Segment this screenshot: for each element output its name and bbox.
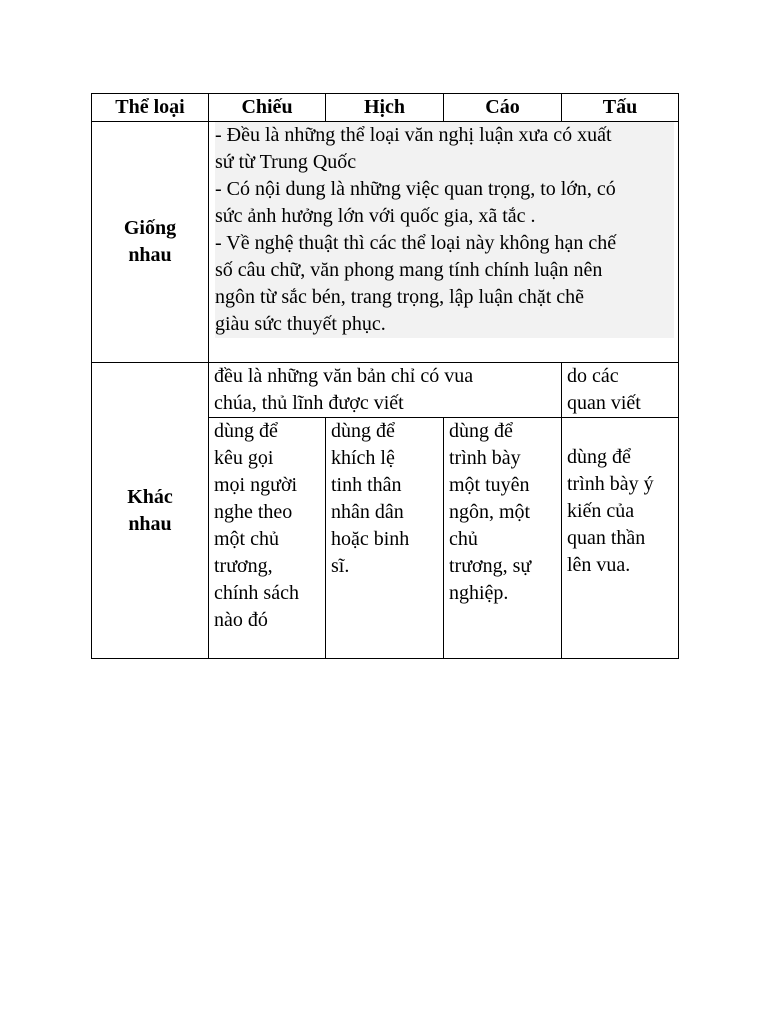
cao-purpose-line: dùng để (449, 420, 513, 442)
tau-purpose-line: dùng để (567, 445, 631, 468)
hich-purpose-line: khích lệ (331, 447, 395, 469)
similarities-text (209, 122, 679, 363)
header-cao: Cáo (444, 94, 562, 122)
cao-purpose-line: trương, sự (449, 555, 532, 577)
tau-purpose-cell (562, 418, 679, 659)
chieu-purpose-line: nghe theo (214, 501, 293, 523)
similarities-line: giàu sức thuyết phục. (215, 313, 386, 335)
differences-label-line: Khác (127, 485, 173, 508)
chieu-purpose-line: kêu gọi (214, 447, 274, 469)
similarities-line: - Có nội dung là những việc quan trọng, to lớn, có (215, 178, 616, 200)
header-tau: Tấu (562, 94, 679, 122)
tau-purpose-line: trình bày ý (567, 472, 654, 495)
tau-author-cell (562, 363, 679, 418)
king-authored-line: chúa, thủ lĩnh được viết (214, 392, 404, 414)
similarities-line: số câu chữ, văn phong mang tính chính luận nên (215, 259, 603, 281)
chieu-purpose-cell (209, 418, 326, 659)
hich-purpose-line: dùng để (331, 420, 395, 442)
chieu-purpose-line: nào đó (214, 609, 268, 631)
differences-label (92, 363, 209, 659)
similarities-line: ngôn từ sắc bén, trang trọng, lập luận chặt chẽ (215, 286, 585, 308)
similarities-line: sức ảnh hưởng lớn với quốc gia, xã tắc . (215, 205, 536, 227)
header-row (92, 94, 679, 122)
chieu-purpose-line: trương, (214, 555, 273, 577)
hich-purpose-line: sĩ. (331, 555, 350, 577)
hich-purpose-cell (326, 418, 444, 659)
similarities-line: sứ từ Trung Quốc (215, 151, 357, 173)
tau-author-line: quan viết (567, 392, 641, 414)
king-authored-line: đều là những văn bản chỉ có vua (214, 365, 474, 387)
similarities-label-line: nhau (128, 244, 172, 266)
chieu-purpose-line: dùng để (214, 420, 278, 442)
similarities-label-line: Giống (123, 217, 177, 239)
chieu-purpose-line: mọi người (214, 474, 298, 496)
hich-purpose-line: nhân dân (331, 501, 404, 523)
tau-purpose-line: lên vua. (567, 553, 631, 576)
header-chieu: Chiếu (209, 94, 326, 122)
differences-shared-row (92, 363, 679, 418)
hich-purpose-line: hoặc binh (331, 528, 410, 550)
header-genre: Thể loại (92, 94, 209, 122)
cao-purpose-line: ngôn, một (449, 501, 531, 523)
tau-author-line: do các (567, 365, 619, 387)
cao-purpose-cell (444, 418, 562, 659)
tau-purpose-line: quan thần (567, 526, 646, 549)
similarities-row (92, 122, 679, 363)
chieu-purpose-line: chính sách (214, 582, 299, 604)
chieu-purpose-line: một chủ (214, 528, 279, 550)
genre-comparison-table (91, 93, 679, 659)
cao-purpose-line: nghiệp. (449, 582, 509, 604)
similarities-label (92, 122, 209, 363)
similarities-line: - Đều là những thể loại văn nghị luận xưa có xuất (215, 124, 612, 146)
cao-purpose-line: trình bày (449, 447, 521, 469)
similarities-line: - Về nghệ thuật thì các thể loại này không hạn chế (215, 232, 617, 254)
cao-purpose-line: một tuyên (449, 474, 530, 496)
hich-purpose-line: tinh thân (331, 474, 402, 496)
king-authored-cell (209, 363, 562, 418)
tau-purpose-line: kiến của (567, 499, 635, 522)
cao-purpose-line: chủ (449, 528, 478, 550)
differences-label-line: nhau (128, 512, 172, 535)
header-hich: Hịch (326, 94, 444, 122)
